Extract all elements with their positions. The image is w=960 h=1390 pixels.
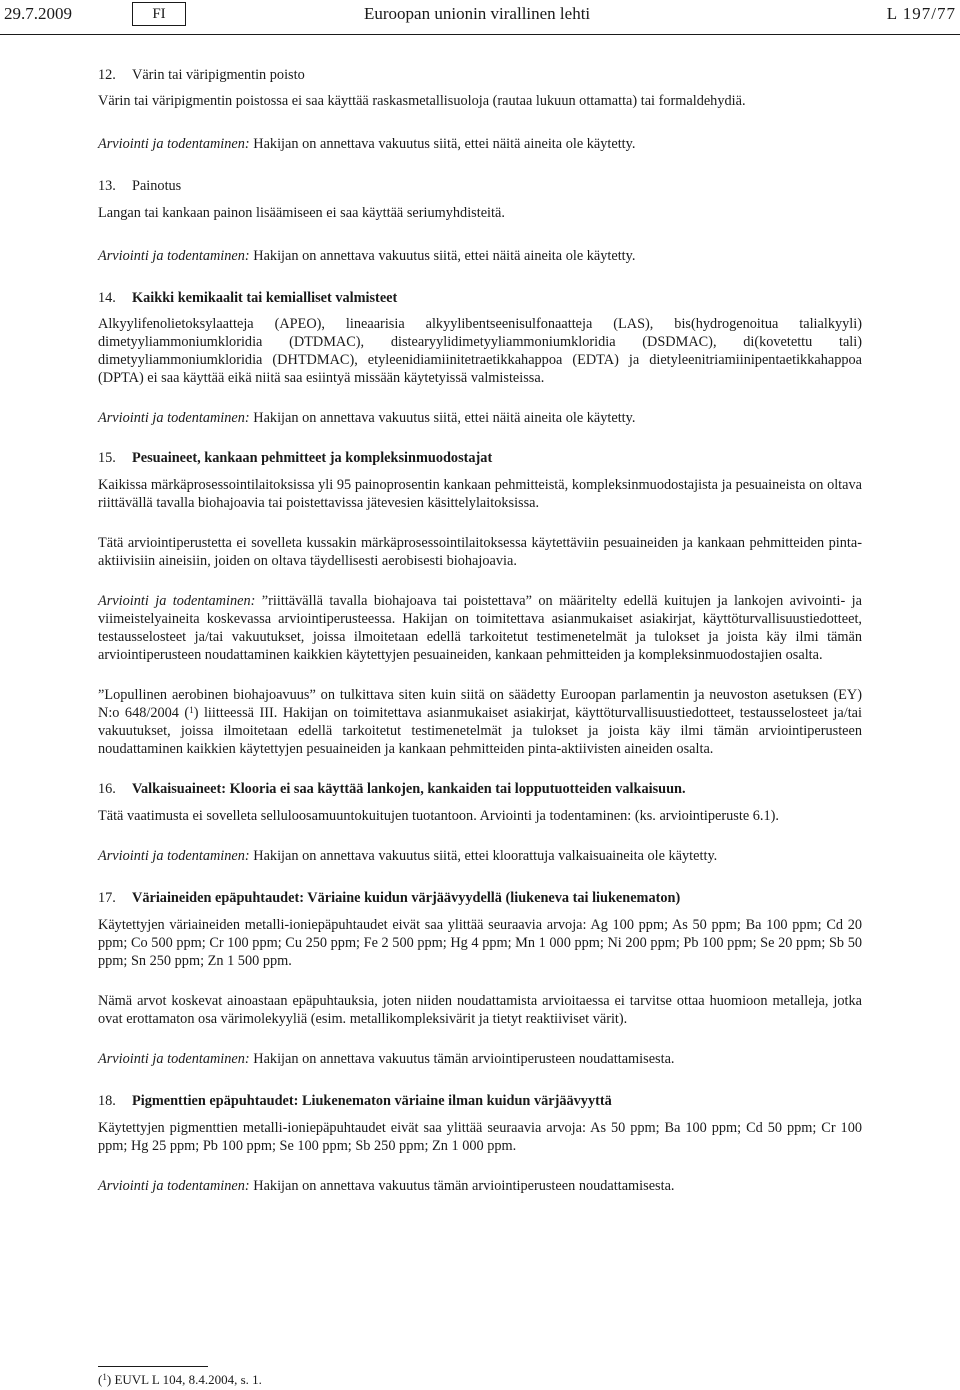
section-17-text-1: Käytettyjen väriaineiden metalli-ioniepäpuhtaudet eivät saa ylittää seuraavia arvoja: Ag 100 ppm; As 50 ppm; Ba 100 ppm; Cd 20 ppm; Co 500 ppm; Cr 100 ppm; Cu 250 ppm; Fe 2 500 ppm; Hg 4 ppm; Mn 1 000 ppm; Ni 200 ppm; Pb 100 ppm; Se 20 ppm; Sb 50 ppm; Sn 250 ppm; Zn 1 500 ppm.	[98, 917, 862, 969]
footnote-text: EUVL L 104, 8.4.2004, s. 1.	[111, 1372, 262, 1387]
section-number: 15.	[98, 450, 116, 466]
footnote-divider	[98, 1366, 208, 1367]
section-12-heading	[98, 66, 862, 84]
section-15-text-2: Tätä arviointiperustetta ei sovelleta kussakin märkäprosessointilaitoksessa käytettäviin pesuaineiden ja kankaan pehmitteiden pinta-aktiivisiin aineisiin, joiden on oltava täydellisesti aerobisesti biohajoavia.	[98, 535, 862, 569]
section-title: Kaikki kemikaalit tai kemialliset valmisteet	[132, 290, 398, 306]
section-15-assessment	[98, 592, 862, 664]
section-number: 16.	[98, 781, 116, 797]
assessment-text: Hakijan on annettava vakuutus siitä, ettei kloorattuja valkaisuaineita ole käytetty.	[253, 848, 718, 864]
assessment-text: ”riittävällä tavalla biohajoava tai poistettava” on määritelty edellä kuitujen ja lankojen avivointi- ja viimeistelyaineita koskevassa arviointiperusteessa. Hakijan on toimitettava asianmukaiset asiakirjat, käyttöturvallisuustiedotteet, testausselosteet ja/tai vakuutukset, joissa ilmoitetaan edellä tarkoitetut testimenetelmät ja tulokset ja joista käy ilmi tämän arviointiperusteen noudattaminen kaikkien käytettyjen pesuaineiden, kankaan pehmitteiden ja kompleksinmuodostajien osalta.	[98, 593, 862, 663]
assessment-label: Arviointi ja todentaminen:	[98, 1178, 250, 1194]
section-12-assessment	[98, 135, 862, 153]
section-16-assessment	[98, 847, 862, 865]
language-box: FI	[132, 2, 186, 26]
section-15-heading	[98, 449, 862, 467]
section-15-text-1: Kaikissa märkäprosessointilaitoksissa yli 95 painoprosentin kankaan pehmitteistä, kompleksinmuodostajista ja pesuaineista on oltava riittävällä tavalla biohajoavia tai poistettavissa jätevesien käsittelylaitoksissa.	[98, 477, 862, 511]
section-13-heading	[98, 177, 862, 195]
section-14-assessment	[98, 409, 862, 427]
text-part: ”Lopullinen aerobinen biohajoavuus” on tulkittava siten kuin siitä on säädetty Euroopan parlamentin ja neuvoston asetuksen (EY) N:o 648/2004 (	[98, 687, 862, 721]
assessment-text: Hakijan on annettava vakuutus tämän arviointiperusteen noudattamisesta.	[253, 1051, 675, 1067]
section-13-assessment	[98, 247, 862, 265]
document-body	[98, 66, 862, 1195]
section-title: Pigmenttien epäpuhtaudet: Liukenematon väriaine ilman kuidun värjäävyyttä	[132, 1093, 612, 1109]
assessment-text: Hakijan on annettava vakuutus siitä, ettei näitä aineita ole käytetty.	[253, 248, 636, 264]
section-16-text: Tätä vaatimusta ei sovelleta selluloosamuuntokuitujen tuotantoon. Arviointi ja todentaminen: (ks. arviointiperuste 6.1).	[98, 808, 779, 824]
assessment-label: Arviointi ja todentaminen:	[98, 136, 250, 152]
page-header	[0, 0, 960, 35]
assessment-label: Arviointi ja todentaminen:	[98, 248, 250, 264]
section-number: 18.	[98, 1093, 116, 1109]
section-title: Painotus	[132, 178, 182, 194]
assessment-label: Arviointi ja todentaminen:	[98, 848, 250, 864]
section-12-text: Värin tai väripigmentin poistossa ei saa käyttää raskasmetallisuoloja (rautaa lukuun ottamatta) tai formaldehydiä.	[98, 93, 746, 109]
section-number: 12.	[98, 67, 116, 83]
section-14-text: Alkyylifenolietoksylaatteja (APEO), lineaarisia alkyylibentseenisulfonaatteja (LAS), bis(hydrogenoitua talialkyyli) dimetyyliammoniumkloridia (DTDMAC), distearyylidimetyyliammoniumkloridia (DSDMAC), di(kovetettu tali) dimetyyliammoniumkloridia (DHTDMAC), etyleenidiamiinitetraetikkahappoa (EDTA) ja dietyleenitriamiinipentaetikkahappoa (DPTA) ei saa käyttää eikä niitä saa esiintyä missään käytetyissä valmisteissa.	[98, 316, 862, 386]
section-number: 14.	[98, 290, 116, 306]
assessment-text: Hakijan on annettava vakuutus tämän arviointiperusteen noudattamisesta.	[253, 1178, 675, 1194]
journal-title: Euroopan unionin virallinen lehti	[364, 4, 591, 23]
footnote	[98, 1372, 262, 1388]
publication-date: 29.7.2009	[4, 4, 72, 23]
section-13-text: Langan tai kankaan painon lisäämiseen ei saa käyttää seriumyhdisteitä.	[98, 205, 505, 221]
section-title: Pesuaineet, kankaan pehmitteet ja kompleksinmuodostajat	[132, 450, 493, 466]
footnote-close: )	[106, 1372, 112, 1387]
section-17-heading	[98, 889, 862, 907]
section-15-text-3	[98, 686, 862, 758]
text-part: ) liitteessä III. Hakijan on toimitettava asianmukaiset asiakirjat, käyttöturvallisuustiedotteet, testausselosteet ja/tai vakuutukset, joissa ilmoitetaan edellä tarkoitetut testimenetelmät ja tulokset ja joista käy ilmi tämän arviointiperusteen noudattaminen kaikkien käytettyjen pesuaineiden ja kankaan pehmitteiden pinta-aktiivisten aineiden osalta.	[98, 705, 862, 757]
assessment-label: Arviointi ja todentaminen:	[98, 1051, 250, 1067]
section-17-text-2: Nämä arvot koskevat ainoastaan epäpuhtauksia, joten niiden noudattamista arvioitaessa ei tarvitse ottaa huomioon metalleja, jotka ovat erottamaton osa värimolekyyliä (esim. metallikompleksivärit ja tietyt reaktiiviset värit).	[98, 993, 862, 1027]
section-16-heading	[98, 780, 862, 798]
assessment-label: Arviointi ja todentaminen:	[98, 410, 250, 426]
assessment-text: Hakijan on annettava vakuutus siitä, ettei näitä aineita ole käytetty.	[253, 410, 636, 426]
section-18-assessment	[98, 1177, 862, 1195]
section-title: Valkaisuaineet: Klooria ei saa käyttää lankojen, kankaiden tai lopputuotteiden valkaisuun.	[132, 781, 686, 797]
section-title: Väriaineiden epäpuhtaudet: Väriaine kuidun värjäävyydellä (liukeneva tai liukenematon)	[132, 890, 681, 906]
footnote-open: (	[98, 1372, 103, 1387]
assessment-text: Hakijan on annettava vakuutus siitä, ettei näitä aineita ole käytetty.	[253, 136, 636, 152]
footnote-number: 1	[102, 1372, 107, 1382]
section-18-heading	[98, 1092, 862, 1110]
page-reference: L 197/77	[886, 4, 956, 23]
section-14-heading	[98, 289, 862, 307]
footnote-marker: 1	[189, 705, 194, 715]
section-number: 17.	[98, 890, 116, 906]
assessment-label: Arviointi ja todentaminen:	[98, 593, 256, 609]
section-title: Värin tai väripigmentin poisto	[132, 67, 305, 83]
section-18-text: Käytettyjen pigmenttien metalli-ioniepäpuhtaudet eivät saa ylittää seuraavia arvoja: As 50 ppm; Ba 100 ppm; Cd 50 ppm; Cr 100 ppm; Hg 25 ppm; Pb 100 ppm; Se 100 ppm; Sb 250 ppm; Zn 1 000 ppm.	[98, 1120, 862, 1154]
section-17-assessment	[98, 1050, 862, 1068]
section-number: 13.	[98, 178, 116, 194]
